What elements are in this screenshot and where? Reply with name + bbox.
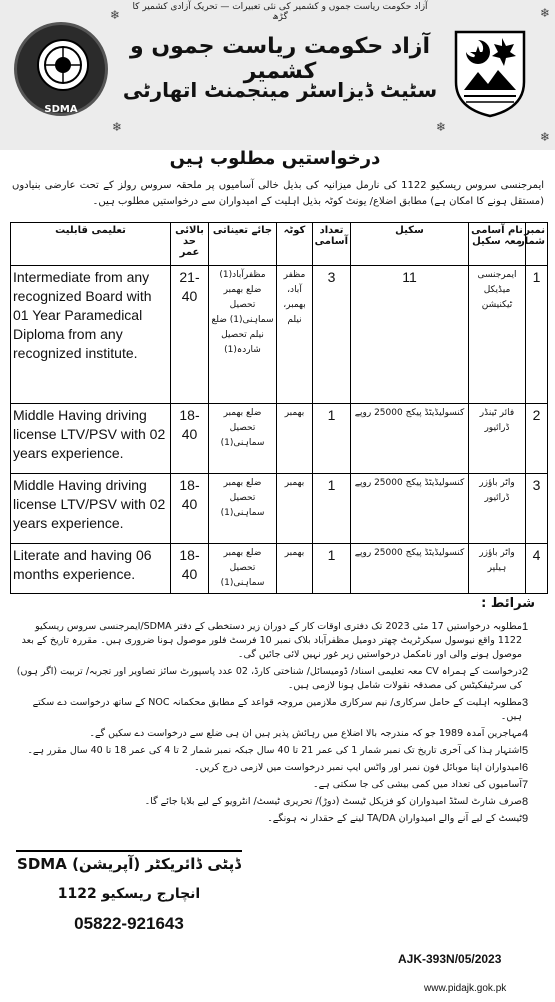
snowflake-icon: ❄: [540, 6, 551, 20]
list-item: [12, 665, 544, 693]
count-cell: 1: [313, 544, 351, 594]
scale-cell: کنسولیڈیٹڈ پیکج 25000 روپے: [351, 404, 469, 474]
conditions-title: شرائط :: [481, 596, 535, 611]
ajk-government-emblem: [444, 26, 536, 118]
count-cell: 1: [313, 474, 351, 544]
condition-number: 1: [522, 621, 529, 633]
signatory-title: ڈپٹی ڈائریکٹر (آپریشن) SDMA: [17, 855, 241, 873]
post-cell: واٹر باؤزر ڈرائیور: [469, 474, 526, 544]
signature-divider: [16, 850, 242, 852]
authority-title: سٹیٹ ڈیزاسٹر مینجمنٹ اتھارٹی: [122, 78, 438, 102]
list-item: [12, 778, 544, 792]
list-item: [12, 795, 544, 809]
conditions-list: [12, 620, 544, 829]
scale-cell: کنسولیڈیٹڈ پیکج 25000 روپے: [351, 474, 469, 544]
table-row: [11, 544, 548, 594]
place-cell: ضلع بھمبر تحصیل سماہنی(1): [209, 404, 277, 474]
snowflake-icon: ❄: [110, 8, 121, 22]
list-item: [12, 696, 544, 724]
header-post-count: تعداد آسامی: [313, 223, 351, 266]
post-cell: واٹر باؤزر ہیلپر: [469, 544, 526, 594]
age-cell: 21-40: [171, 266, 209, 404]
quota-cell: مظفر آباد، بھمبر، نیلم: [277, 266, 313, 404]
place-cell: مظفرآباد(1) ضلع بھمبر تحصیل سماہنی(1) ضلع نیلم تحصیل شاردہ(1): [209, 266, 277, 404]
list-item: [12, 727, 544, 741]
header-banner: [0, 0, 555, 150]
age-cell: 18-40: [171, 544, 209, 594]
place-cell: ضلع بھمبر تحصیل سماہنی(1): [209, 544, 277, 594]
intro-paragraph: ایمرجنسی سروس ریسکیو 1122 کی نارمل میزانیہ کی بذیل خالی آسامیوں پر ملحقہ سروس رولز کے تحت عارضی بنیادوں (مستقل ہونے کا امکان ہے) مطابق اضلاع/ یونٹ کوٹہ بذیل اہلیت کے امیدواران سے درخواستیں مطلوب ہیں۔: [12, 180, 544, 207]
sdma-logo-text: SDMA: [44, 104, 78, 115]
header-quota: کوٹہ: [277, 223, 313, 266]
header-age-limit: بالائی حد عمر: [171, 223, 209, 266]
table-row: [11, 404, 548, 474]
qualification-cell: Middle Having driving license LTV/PSV with 02 years experience.: [11, 474, 171, 544]
condition-number: 4: [522, 728, 529, 740]
condition-text: ٹیسٹ کے لیے آنے والے امیدواران TA/DA لینے کے حقدار نہ ہونگے۔: [267, 813, 522, 824]
list-item: [12, 620, 544, 662]
condition-text: مطلوبہ درخواستیں 17 مئی 2023 تک دفتری اوقات کار کے دوران زیر دستخطی کے دفتر SDMA/ایمرجنسی سروس ریسکیو 1122 واقع نیوسول سیکرٹریٹ چھتر دومیل مظفرآباد بلاک نمبر 10 فرسٹ فلور موصول ہونا ضروری ہیں۔ مقررہ تاریخ کے بعد موصول ہونے والی اور نامکمل درخواستیں زیر غور نہیں لائی جائیں گی۔: [21, 621, 522, 660]
applications-wanted-title: درخواستیں مطلوب ہیں: [169, 148, 381, 169]
count-cell: 3: [313, 266, 351, 404]
contact-phone: 05822-921643: [74, 914, 184, 933]
condition-number: 5: [522, 745, 529, 757]
post-cell: ایمرجنسی میڈیکل ٹیکنیشن: [469, 266, 526, 404]
header-top-line: آزاد حکومت ریاست جموں و کشمیر کی نئی تعبیرات — تحریک آزادی کشمیر کا گڑھ: [132, 2, 428, 22]
signatory-office: انچارج ریسکیو 1122: [57, 886, 201, 902]
post-cell: فائر ٹینڈر ڈرائیور: [469, 404, 526, 474]
government-title: آزاد حکومت ریاست جموں و کشمیر: [130, 34, 430, 84]
serial-cell: 2: [526, 404, 548, 474]
list-item: [12, 761, 544, 775]
quota-cell: بھمبر: [277, 474, 313, 544]
age-cell: 18-40: [171, 474, 209, 544]
table-row: [11, 266, 548, 404]
condition-text: درخواست کے ہمراہ CV معہ تعلیمی اسناد/ ڈومیسائل/ شناختی کارڈ، 02 عدد پاسپورٹ سائز تصاویر اور تجربہ/ تربیت (اگر ہوں) کی سرٹیفکیٹس کی مصدقہ نقولات شامل ہونا لازمی ہیں۔: [16, 666, 522, 691]
snowflake-icon: ❄: [112, 120, 123, 134]
serial-cell: 3: [526, 474, 548, 544]
count-cell: 1: [313, 404, 351, 474]
vacancies-table: [10, 222, 548, 594]
sdma-logo: [14, 22, 108, 116]
place-cell: ضلع بھمبر تحصیل سماہنی(1): [209, 474, 277, 544]
list-item: [12, 744, 544, 758]
header-post-name: نام آسامی معہ سکیل: [469, 223, 526, 266]
table-row: [11, 474, 548, 544]
snowflake-icon: ❄: [540, 130, 551, 144]
advertisement-reference: AJK-393N/05/2023: [398, 952, 502, 966]
condition-text: مطلوبہ اہلیت کے حامل سرکاری/ نیم سرکاری ملازمین مروجہ قواعد کے مطابق محکمانہ NOC کے ساتھ درخواست دے سکتے ہیں۔: [32, 697, 522, 722]
snowflake-icon: ❄: [436, 120, 447, 134]
condition-text: اشتہار ہذا کی آخری تاریخ تک نمبر شمار 1 کی عمر 21 تا 40 سال جبکہ نمبر شمار 2 تا 4 کی عمر 18 تا 40 سال مقرر ہے۔: [27, 745, 522, 756]
scale-cell: 11: [351, 266, 469, 404]
quota-cell: بھمبر: [277, 544, 313, 594]
condition-number: 3: [522, 697, 529, 709]
condition-text: مہاجرین آمدہ 1989 جو کہ مندرجہ بالا اضلاع میں رہائش پذیر ہیں ان ہی ضلع سے درخواست دے سکیں گے۔: [89, 728, 522, 739]
qualification-cell: Intermediate from any recognized Board with 01 Year Paramedical Diploma from any recognized institute.: [11, 266, 171, 404]
condition-text: صرف شارٹ لسٹڈ امیدواران کو فزیکل ٹیسٹ (دوڑ)/ تحریری ٹیسٹ/ انٹرویو کے لیے بلایا جائے گا۔: [144, 796, 522, 807]
condition-number: 7: [522, 779, 529, 791]
condition-text: امیدواران اپنا موبائل فون نمبر اور واٹس ایپ نمبر درخواست میں لازمی درج کریں۔: [194, 762, 522, 773]
condition-number: 9: [522, 813, 529, 825]
condition-text: آسامیوں کی تعداد میں کمی بیشی کی جا سکتی ہے۔: [313, 779, 522, 790]
header-scale: سکیل: [351, 223, 469, 266]
header-place-of-posting: جائے تعیناتی: [209, 223, 277, 266]
table-header-row: [11, 223, 548, 266]
serial-cell: 1: [526, 266, 548, 404]
serial-cell: 4: [526, 544, 548, 594]
website-link[interactable]: www.pidajk.gok.pk: [424, 983, 507, 994]
condition-number: 6: [522, 762, 529, 774]
condition-number: 8: [522, 796, 529, 808]
sdma-logo-emblem-icon: [37, 39, 89, 91]
condition-number: 2: [522, 666, 529, 678]
age-cell: 18-40: [171, 404, 209, 474]
list-item: [12, 812, 544, 826]
qualification-cell: Middle Having driving license LTV/PSV with 02 years experience.: [11, 404, 171, 474]
header-serial: نمبر شمار: [526, 223, 548, 266]
scale-cell: کنسولیڈیٹڈ پیکج 25000 روپے: [351, 544, 469, 594]
qualification-cell: Literate and having 06 months experience.: [11, 544, 171, 594]
quota-cell: بھمبر: [277, 404, 313, 474]
header-qualification: تعلیمی قابلیت: [11, 223, 171, 266]
